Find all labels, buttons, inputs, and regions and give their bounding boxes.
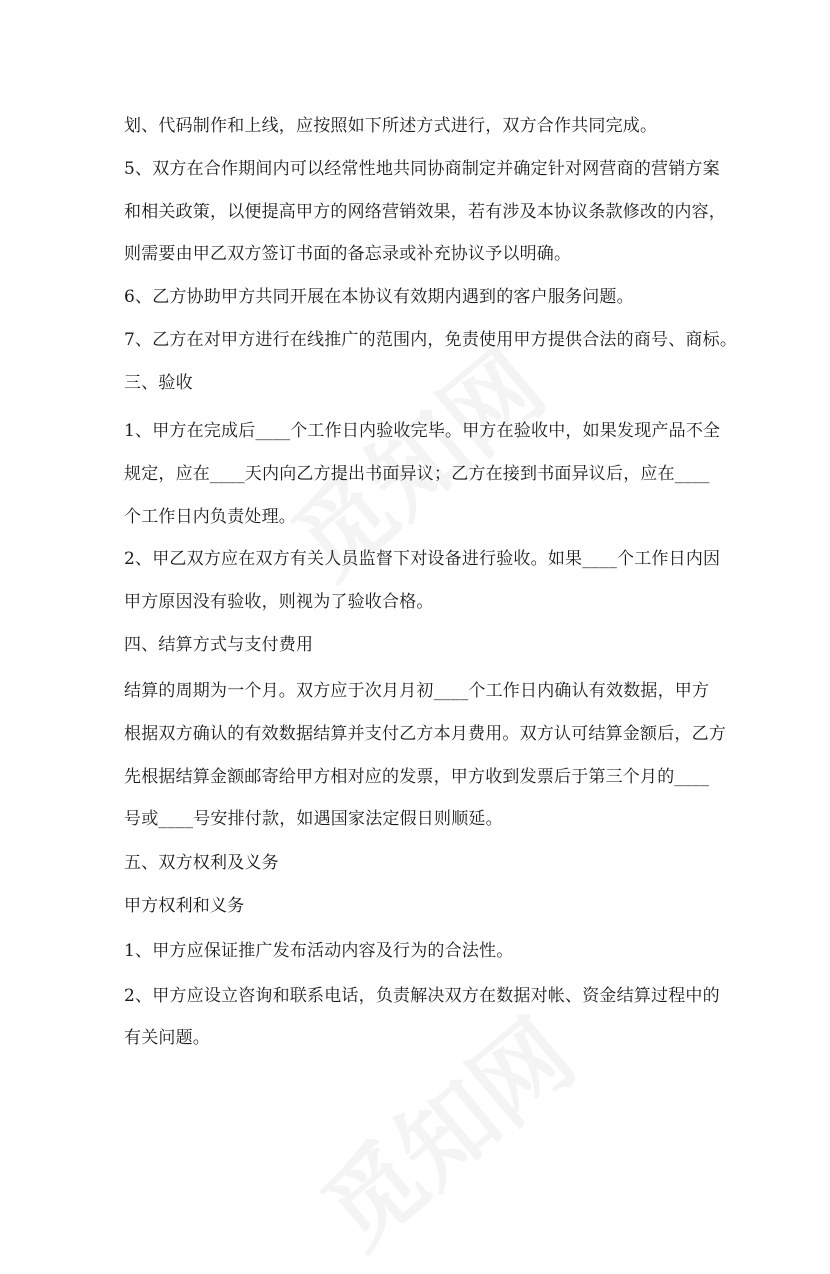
section-heading: 三、验收 (124, 373, 193, 393)
text-line: 7、乙方在对甲方进行在线推广的范围内，免责使用甲方提供合法的商号、商标。 (124, 330, 738, 350)
text-line: 结算的周期为一个月。双方应于次月月初____个工作日内确认有效数据，甲方 (124, 681, 710, 701)
text-line: 根据双方确认的有效数据结算并支付乙方本月费用。双方认可结算金额后，乙方 (124, 724, 726, 744)
text-line: 1、甲方在完成后____个工作日内验收完毕。甲方在验收中，如果发现产品不全 (124, 421, 721, 441)
text-line: 个工作日内负责处理。 (124, 507, 296, 527)
subsection-heading: 甲方权利和义务 (124, 896, 245, 916)
section-heading: 五、双方权利及义务 (124, 853, 279, 873)
text-line: 1、甲方应保证推广发布活动内容及行为的合法性。 (124, 941, 514, 961)
text-line: 2、甲乙双方应在双方有关人员监督下对设备进行验收。如果____个工作日内因 (124, 549, 721, 569)
text-line: 则需要由甲乙双方签订书面的备忘录或补充协议予以明确。 (124, 244, 572, 264)
text-line: 6、乙方协助甲方共同开展在本协议有效期内遇到的客户服务问题。 (124, 287, 634, 307)
text-line: 有关问题。 (124, 1028, 210, 1048)
text-line: 和相关政策，以便提高甲方的网络营销效果，若有涉及本协议条款修改的内容， (124, 202, 726, 222)
text-line: 2、甲方应设立咨询和联系电话，负责解决双方在数据对帐、资金结算过程中的 (124, 986, 720, 1006)
section-heading: 四、结算方式与支付费用 (124, 635, 314, 655)
text-line: 划、代码制作和上线，应按照如下所述方式进行，双方合作共同完成。 (124, 116, 658, 136)
text-line: 号或____号安排付款，如遇国家法定假日则顺延。 (124, 809, 503, 829)
text-line: 规定，应在____天内向乙方提出书面异议；乙方在接到书面异议后，应在____ (124, 464, 710, 484)
text-line: 先根据结算金额邮寄给甲方相对应的发票，甲方收到发票后于第三个月的____ (124, 767, 710, 787)
watermark (290, 983, 599, 1273)
text-line: 5、双方在合作期间内可以经常性地共同协商制定并确定针对网营商的营销方案 (124, 159, 720, 179)
text-line: 甲方原因没有验收，则视为了验收合格。 (124, 592, 434, 612)
